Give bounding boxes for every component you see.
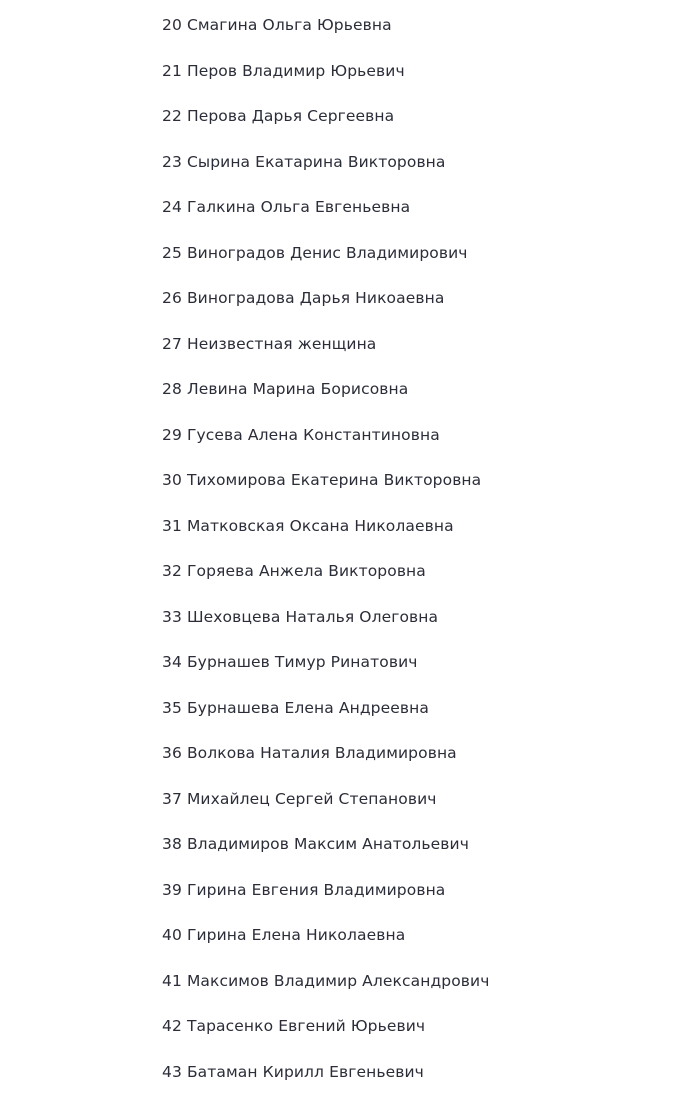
list-item: 30 Тихомирова Екатерина Викторовна xyxy=(162,469,489,515)
list-item: 34 Бурнашев Тимур Ринатович xyxy=(162,651,489,697)
names-list xyxy=(162,14,489,1106)
list-item: 25 Виноградов Денис Владимирович xyxy=(162,242,489,288)
list-item: 24 Галкина Ольга Евгеньевна xyxy=(162,196,489,242)
list-item: 43 Батаман Кирилл Евгеньевич xyxy=(162,1061,489,1106)
list-item: 41 Максимов Владимир Александрович xyxy=(162,970,489,1016)
list-item: 36 Волкова Наталия Владимировна xyxy=(162,742,489,788)
list-item: 42 Тарасенко Евгений Юрьевич xyxy=(162,1015,489,1061)
list-item: 28 Левина Марина Борисовна xyxy=(162,378,489,424)
list-item: 20 Смагина Ольга Юрьевна xyxy=(162,14,489,60)
list-item: 31 Матковская Оксана Николаевна xyxy=(162,515,489,561)
list-item: 21 Перов Владимир Юрьевич xyxy=(162,60,489,106)
list-item: 29 Гусева Алена Константиновна xyxy=(162,424,489,470)
list-item: 39 Гирина Евгения Владимировна xyxy=(162,879,489,925)
list-item: 38 Владимиров Максим Анатольевич xyxy=(162,833,489,879)
list-item: 37 Михайлец Сергей Степанович xyxy=(162,788,489,834)
list-item: 35 Бурнашева Елена Андреевна xyxy=(162,697,489,743)
list-item: 23 Сырина Екатарина Викторовна xyxy=(162,151,489,197)
list-item: 27 Неизвестная женщина xyxy=(162,333,489,379)
list-item: 26 Виноградова Дарья Никоаевна xyxy=(162,287,489,333)
list-item: 33 Шеховцева Наталья Олеговна xyxy=(162,606,489,652)
list-item: 40 Гирина Елена Николаевна xyxy=(162,924,489,970)
list-item: 22 Перова Дарья Сергеевна xyxy=(162,105,489,151)
list-item: 32 Горяева Анжела Викторовна xyxy=(162,560,489,606)
